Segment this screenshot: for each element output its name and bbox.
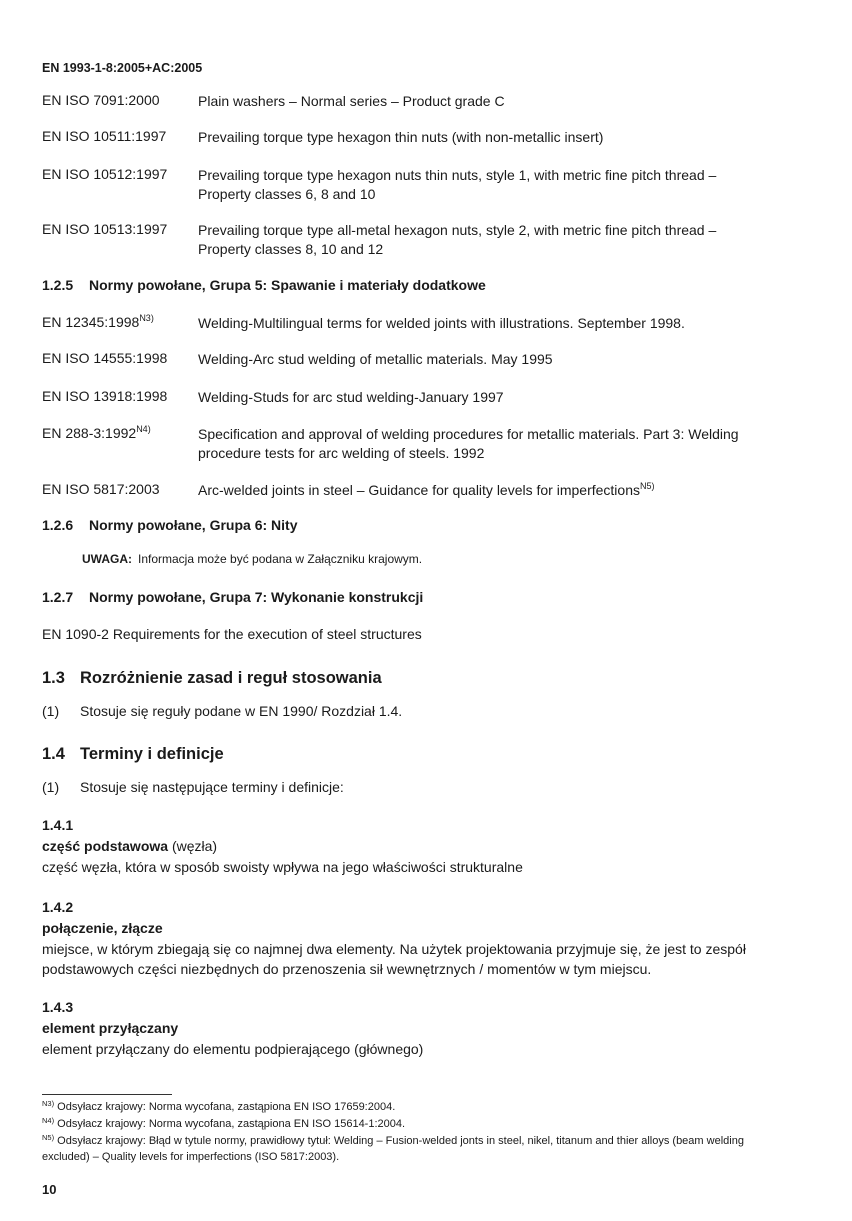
- reference-code: EN ISO 13918:1998: [42, 388, 168, 404]
- term-number: 1.4.2: [42, 899, 74, 915]
- section-title: Normy powołane, Grupa 6: Nity: [89, 517, 298, 533]
- reference-title: Arc-welded joints in steel – Guidance for quality levels for imperfections$^{N5)}$: [198, 481, 655, 498]
- paragraph-1-4-1: [42, 779, 344, 795]
- reference-code: EN ISO 7091:2000: [42, 92, 160, 108]
- paragraph-text: Stosuje się następujące terminy i definicje:: [80, 779, 344, 795]
- footnote: $^{N3)}$ Odsyłacz krajowy: Norma wycofana, zastąpiona EN ISO 17659:2004.: [42, 1099, 396, 1113]
- term-name: część podstawowa (węzła): [42, 838, 218, 854]
- reference-code: EN $288-3:1992^{N4)}$: [42, 424, 151, 441]
- term-number: 1.4.3: [42, 999, 74, 1015]
- section-heading-1-3: [42, 669, 382, 688]
- document-header: EN 1993-1-8:2005+AC:2005: [42, 61, 203, 75]
- reference-title: Welding-Multilingual terms for welded joints with illustrations. September 1998.: [198, 315, 685, 331]
- footnote-mark: N3): [42, 1099, 55, 1108]
- term-definition: część węzła, która w sposób swoisty wpływa na jego właściwości strukturalne: [42, 859, 523, 875]
- section-number: 1.2.5: [42, 277, 74, 293]
- section-number: 1.2.6: [42, 517, 74, 533]
- reference-code: EN ISO 10511:1997: [42, 128, 167, 144]
- section-heading-1-2-5: [42, 277, 486, 293]
- reference-title: Prevailing torque type hexagon thin nuts (with non-metallic insert): [198, 129, 604, 145]
- footnote-ref: N4): [136, 424, 151, 434]
- note: [82, 552, 422, 566]
- term-name: element przyłączany: [42, 1020, 179, 1036]
- footnote-ref: N5): [639, 481, 655, 491]
- paragraph-1-3-1: [42, 703, 402, 719]
- footnote: $^{N5)}$ Odsyłacz krajowy: Błąd w tytule normy, prawidłowy tytuł: Welding – Fusion-welded jonts in steel, nikel, titanum and thier alloys (beam welding excluded) – Quality levels for imperfections (ISO 5817:2003).: [42, 1133, 744, 1163]
- page-number: 10: [42, 1182, 57, 1197]
- reference-title: Prevailing torque type all-metal hexagon nuts, style 2, with metric fine pitch thread – Property classes 8, 10 and 12: [198, 222, 717, 257]
- reference-1090: EN 1090-2 Requirements for the execution of steel structures: [42, 626, 422, 642]
- footnote-ref: N3): [139, 313, 154, 323]
- reference-title: Welding-Arc stud welding of metallic materials. May 1995: [198, 351, 553, 367]
- note-text: Informacja może być podana w Załączniku krajowym.: [138, 552, 423, 566]
- footnote-mark: N4): [42, 1116, 55, 1125]
- section-title: Normy powołane, Grupa 7: Wykonanie konstrukcji: [89, 589, 424, 605]
- reference-title: Specification and approval of welding procedures for metallic materials. Part 3: Welding procedure tests for arc welding of steels. 1992: [198, 426, 739, 461]
- footnote-separator: [42, 1094, 172, 1095]
- section-number: 1.4: [42, 745, 65, 763]
- reference-title: Plain washers – Normal series – Product grade C: [198, 93, 505, 109]
- section-number: 1.3: [42, 669, 65, 687]
- note-label: UWAGA:: [82, 552, 132, 566]
- reference-code: EN ISO 5817:2003: [42, 481, 160, 497]
- term-definition: miejsce, w którym zbiegają się co najmnej dwa elementy. Na użytek projektowania przyjmuje się, że jest to zespół podstawowych części niezbędnych do przenoszenia sił wewnętrznych / momentów w tym miejscu.: [42, 941, 746, 977]
- reference-code: EN ISO 10513:1997: [42, 221, 168, 237]
- term-number: 1.4.1: [42, 817, 74, 833]
- section-title: Normy powołane, Grupa 5: Spawanie i materiały dodatkowe: [89, 277, 486, 293]
- section-heading-1-2-7: [42, 589, 423, 605]
- reference-title: Prevailing torque type hexagon nuts thin nuts, style 1, with metric fine pitch thread – Property classes 6, 8 and 10: [198, 167, 717, 202]
- section-title: Terminy i definicje: [80, 745, 224, 763]
- reference-code: EN ISO 14555:1998: [42, 350, 168, 366]
- reference-code: EN $12345:1998^{N3)}$: [42, 313, 154, 330]
- paragraph-number: (1): [42, 703, 60, 719]
- section-heading-1-4: [42, 745, 224, 764]
- reference-title: Welding-Studs for arc stud welding-January 1997: [198, 389, 504, 405]
- term-definition: element przyłączany do elementu podpierającego (głównego): [42, 1041, 424, 1057]
- paragraph-text: Stosuje się reguły podane w EN 1990/ Rozdział 1.4.: [80, 703, 403, 719]
- section-heading-1-2-6: [42, 517, 297, 533]
- paragraph-number: (1): [42, 779, 60, 795]
- footnote-mark: N5): [42, 1133, 55, 1142]
- footnote: $^{N4)}$ Odsyłacz krajowy: Norma wycofana, zastąpiona EN ISO 15614-1:2004.: [42, 1116, 406, 1130]
- section-title: Rozróżnienie zasad i reguł stosowania: [80, 669, 382, 687]
- reference-code: EN ISO 10512:1997: [42, 166, 168, 182]
- term-name: połączenie, złącze: [42, 920, 163, 936]
- section-number: 1.2.7: [42, 589, 74, 605]
